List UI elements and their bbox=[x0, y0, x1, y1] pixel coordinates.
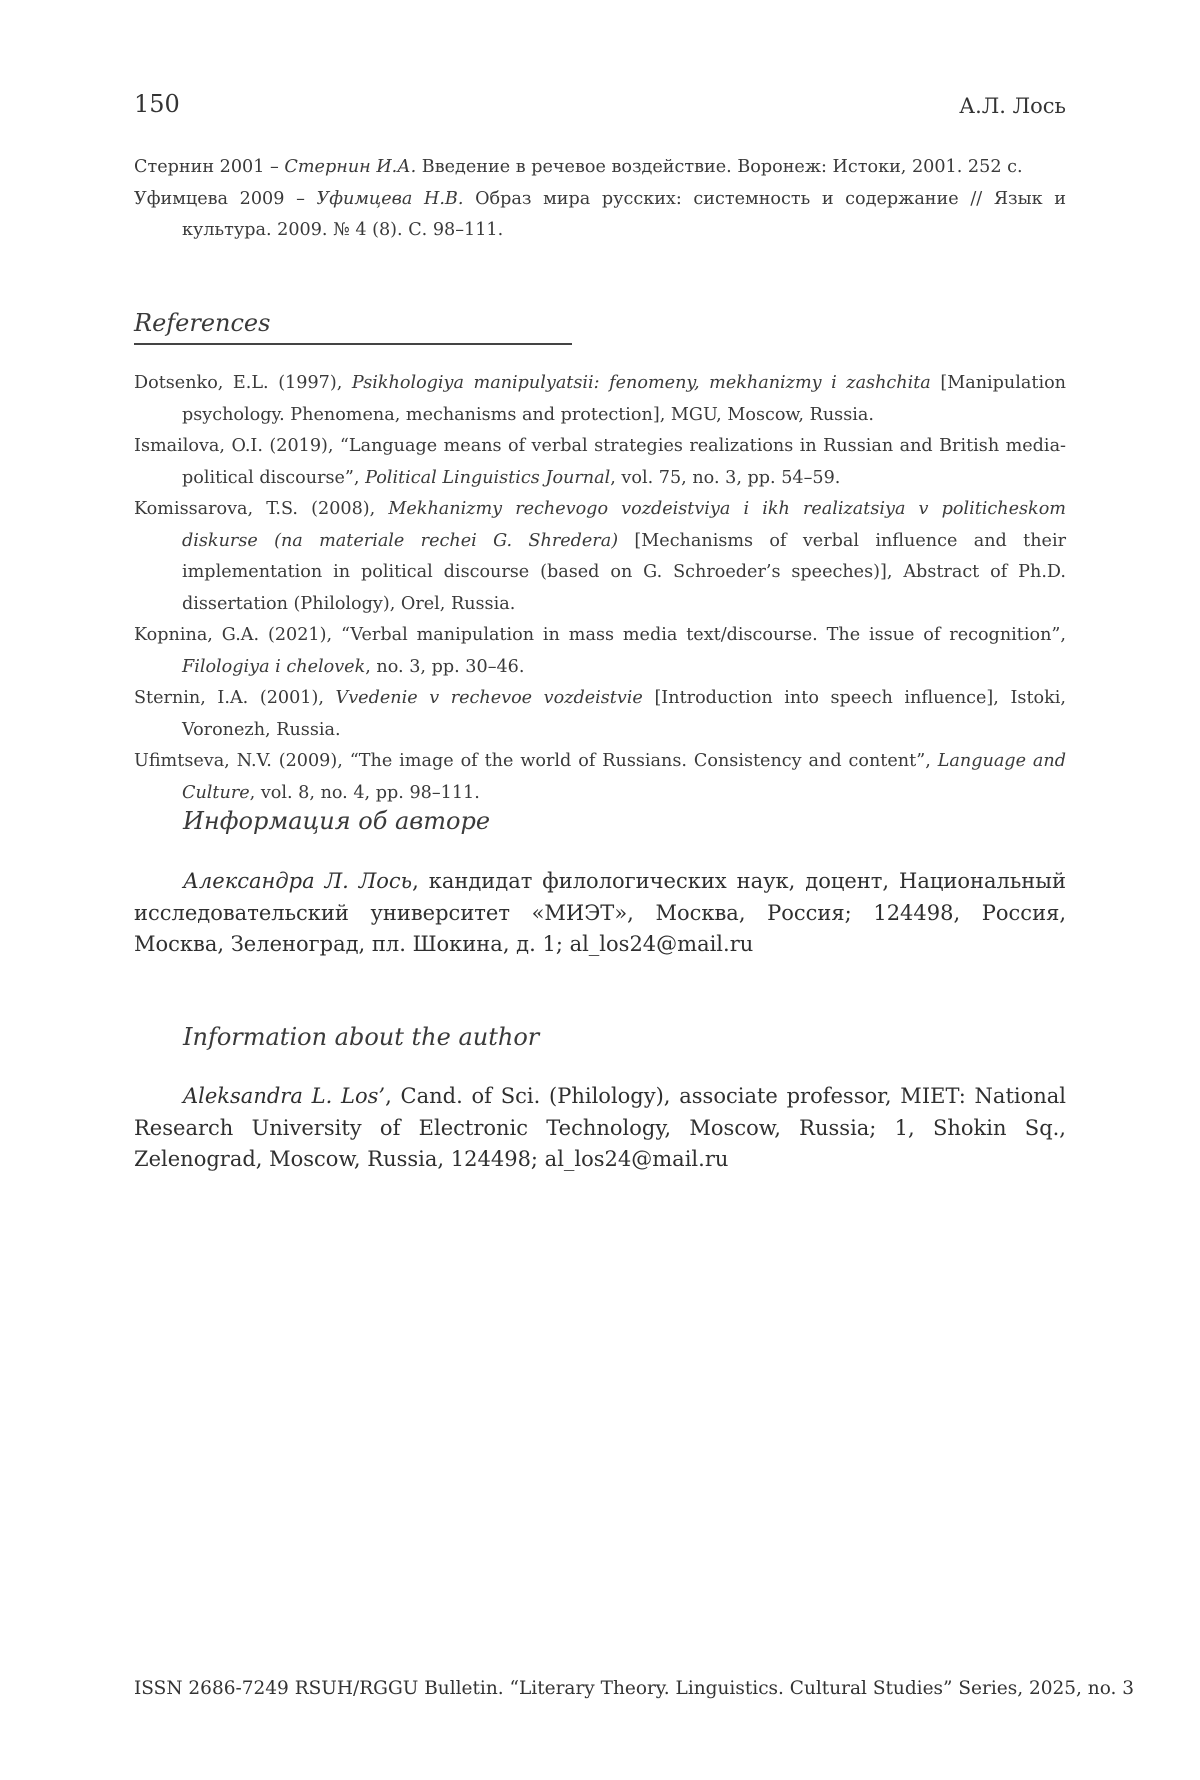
reference-author-italic: Уфимцева Н.В. bbox=[317, 189, 464, 209]
reference-text: Dotsenko, E.L. (1997), bbox=[134, 373, 352, 393]
author-details-ru: , кандидат филологических наук, доцент, Национальный исследовательский университет «МИЭТ», Москва, Россия; 124498, Россия, Москва, Зеленоград, пл. Шокина, д. 1; al_los24@mail.ru bbox=[134, 869, 1066, 956]
reference-entry bbox=[134, 746, 1066, 809]
author-name-ru: Александра Л. Лось bbox=[183, 869, 412, 893]
russian-reference-list bbox=[134, 152, 1066, 247]
reference-text: [Manipulation psychology. Phenomena, mechanisms and protection], MGU, Moscow, Russia. bbox=[182, 373, 1066, 425]
reference-text: [Mechanisms of verbal influence and their implementation in political discourse (based on G. Schroeder’s speeches)], Abstract of Ph.D. dissertation (Philology), Orel, Russia. bbox=[182, 531, 1066, 614]
page-number: 150 bbox=[134, 90, 180, 118]
reference-text: Ufimtseva, N.V. (2009), “The image of the world of Russians. Consistency and content”, bbox=[134, 751, 938, 771]
reference-text: Стернин 2001 – bbox=[134, 157, 284, 177]
author-info-ru-paragraph bbox=[134, 866, 1066, 961]
reference-title-italic: Mekhanizmy rechevogo vozdeistviya i ikh realizatsiya v politicheskom diskurse (na materiale rechei G. Shredera) bbox=[182, 499, 1066, 551]
author-details-en: , Cand. of Sci. (Philology), associate professor, MIET: National Research University of Electronic Technology, Moscow, Russia; 1, Shokin Sq., Zelenograd, Moscow, Russia, 124498; al_los24@mail.ru bbox=[134, 1084, 1066, 1171]
reference-author-italic: Стернин И.А. bbox=[284, 157, 416, 177]
reference-title-italic: Filologiya i chelovek bbox=[182, 657, 365, 677]
reference-text: Komissarova, T.S. (2008), bbox=[134, 499, 388, 519]
reference-entry bbox=[134, 152, 1066, 184]
reference-title-italic: Psikhologiya manipulyatsii: fenomeny, mekhanizmy i zashchita bbox=[352, 373, 931, 393]
author-info-ru-heading: Информация об авторе bbox=[183, 807, 490, 835]
reference-entry bbox=[134, 184, 1066, 247]
reference-title-italic: Language and Culture bbox=[182, 751, 1066, 803]
reference-text: Ismailova, O.I. (2019), “Language means of verbal strategies realizations in Russian and British media-political discourse”, bbox=[134, 436, 1066, 488]
reference-text: Введение в речевое воздействие. Воронеж: Истоки, 2001. 252 с. bbox=[416, 157, 1022, 177]
reference-text: , vol. 8, no. 4, pp. 98–111. bbox=[250, 783, 480, 803]
reference-entry bbox=[134, 683, 1066, 746]
reference-entry bbox=[134, 368, 1066, 431]
reference-text: Образ мира русских: системность и содержание // Язык и культура. 2009. № 4 (8). С. 98–111. bbox=[182, 189, 1066, 241]
reference-text: , vol. 75, no. 3, pp. 54–59. bbox=[610, 468, 840, 488]
reference-entry bbox=[134, 431, 1066, 494]
author-name-en: Aleksandra L. Los’ bbox=[183, 1084, 385, 1108]
reference-text: Уфимцева 2009 – bbox=[134, 189, 317, 209]
references-heading: References bbox=[134, 309, 572, 345]
reference-title-italic: Vvedenie v rechevoe vozdeistvie bbox=[336, 688, 643, 708]
reference-title-italic: Political Linguistics Journal bbox=[365, 468, 610, 488]
journal-footer: ISSN 2686-7249 RSUH/RGGU Bulletin. “Literary Theory. Linguistics. Cultural Studies” Series, 2025, no. 3 bbox=[134, 1678, 1134, 1699]
author-info-en-paragraph bbox=[134, 1081, 1066, 1176]
reference-text: Sternin, I.A. (2001), bbox=[134, 688, 336, 708]
reference-text: Kopnina, G.A. (2021), “Verbal manipulation in mass media text/discourse. The issue of recognition”, bbox=[134, 625, 1066, 645]
running-head-author: А.Л. Лось bbox=[959, 94, 1066, 118]
reference-entry bbox=[134, 494, 1066, 620]
reference-text: [Introduction into speech influence], Istoki, Voronezh, Russia. bbox=[182, 688, 1066, 740]
author-info-en-heading: Information about the author bbox=[183, 1023, 539, 1051]
english-reference-list bbox=[134, 368, 1066, 809]
reference-text: , no. 3, pp. 30–46. bbox=[365, 657, 524, 677]
reference-entry bbox=[134, 620, 1066, 683]
